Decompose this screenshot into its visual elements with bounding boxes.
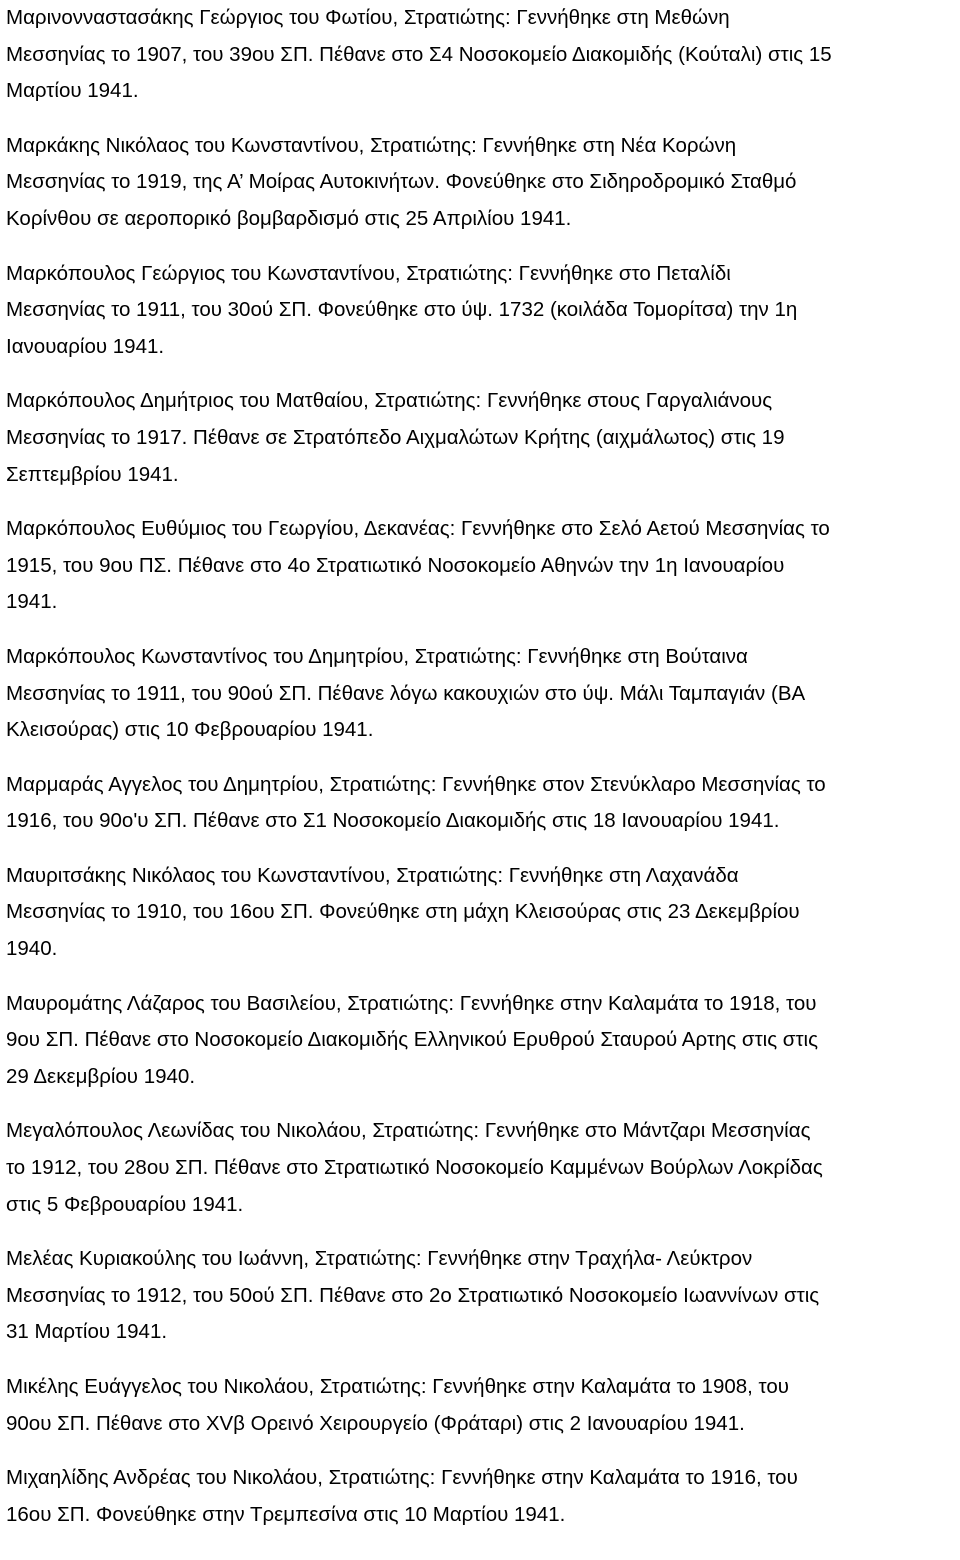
entry-megalopoulos <box>6 1113 956 1223</box>
entry-markopoulos-efthymios <box>6 511 956 621</box>
entry-line: Μαυριτσάκης Νικόλαος του Κωνσταντίνου, Στρατιώτης: Γεννήθηκε στη Λαχανάδα <box>6 863 739 887</box>
entry-line: 90ου ΣΠ. Πέθανε στο ΧVβ Ορεινό Χειρουργείο (Φράταρι) στις 2 Ιανουαρίου 1941. <box>6 1411 745 1435</box>
entry-line: το 1912, του 28ου ΣΠ. Πέθανε στο Στρατιωτικό Νοσοκομείο Καμμένων Βούρλων Λοκρίδας <box>6 1156 823 1180</box>
entry-line: Κλεισούρας) στις 10 Φεβρουαρίου 1941. <box>6 718 374 742</box>
entry-line: 1916, του 90ο'υ ΣΠ. Πέθανε στο Σ1 Νοσοκομείο Διακομιδής στις 18 Ιανουαρίου 1941. <box>6 809 780 833</box>
entry-line: Μικέλης Ευάγγελος του Νικολάου, Στρατιώτης: Γεννήθηκε στην Καλαμάτα το 1908, του <box>6 1375 789 1398</box>
entry-line: 1941. <box>6 590 58 614</box>
entry-markakis <box>6 128 956 238</box>
entry-line: Σεπτεμβρίου 1941. <box>6 462 179 486</box>
document-page <box>6 0 956 1551</box>
entry-line: Μεσσηνίας το 1907, του 39ου ΣΠ. Πέθανε στο Σ4 Νοσοκομείο Διακομιδής (Κούταλι) στις 15 <box>6 42 832 66</box>
entry-line: Μελέας Κυριακούλης του Ιωάννη, Στρατιώτης: Γεννήθηκε στην Τραχήλα- Λεύκτρον <box>6 1247 753 1271</box>
entry-marinonnastasakis <box>6 0 956 110</box>
entry-line: Μαρκόπουλος Δημήτριος του Ματθαίου, Στρατιώτης: Γεννήθηκε στους Γαργαλιάνους <box>6 389 773 413</box>
entry-markopoulos-georgios <box>6 256 956 366</box>
entry-mikelis <box>6 1369 956 1442</box>
entry-michailidis <box>6 1460 956 1533</box>
entry-line: 16ου ΣΠ. Φονεύθηκε στην Τρεμπεσίνα στις 10 Μαρτίου 1941. <box>6 1502 566 1526</box>
entry-line: Μαρκόπουλος Ευθύμιος του Γεωργίου, Δεκανέας: Γεννήθηκε στο Σελό Αετού Μεσσηνίας το <box>6 517 830 541</box>
entry-line: Μαρκόπουλος Κωνσταντίνος του Δημητρίου, Στρατιώτης: Γεννήθηκε στη Βούταινα <box>6 644 748 668</box>
entry-meleas <box>6 1241 956 1351</box>
entry-marmaras <box>6 767 956 840</box>
entry-line: Ιανουαρίου 1941. <box>6 334 165 358</box>
entry-line: Μιχαηλίδης Ανδρέας του Νικολάου, Στρατιώτης: Γεννήθηκε στην Καλαμάτα το 1916, του <box>6 1466 798 1490</box>
entry-markopoulos-dimitrios <box>6 383 956 493</box>
entry-line: Μαρινονναστασάκης Γεώργιος του Φωτίου, Στρατιώτης: Γεννήθηκε στη Μεθώνη <box>6 6 730 29</box>
entry-line: 31 Μαρτίου 1941. <box>6 1320 168 1344</box>
entry-line: 29 Δεκεμβρίου 1940. <box>6 1064 196 1088</box>
entry-line: 1915, του 9ου ΠΣ. Πέθανε στο 4ο Στρατιωτικό Νοσοκομείο Αθηνών την 1η Ιανουαρίου <box>6 553 785 577</box>
entry-line: Μεσσηνίας το 1911, του 30ού ΣΠ. Φονεύθηκε στο ύψ. 1732 (κοιλάδα Τομορίτσα) την 1η <box>6 298 798 322</box>
entry-line: 1940. <box>6 937 58 961</box>
entry-line: Μαρμαράς Αγγελος του Δημητρίου, Στρατιώτης: Γεννήθηκε στον Στενύκλαρο Μεσσηνίας το <box>6 772 826 796</box>
entry-line: Μαρκόπουλος Γεώργιος του Κωνσταντίνου, Στρατιώτης: Γεννήθηκε στο Πεταλίδι <box>6 261 731 285</box>
entry-line: Μεσσηνίας το 1911, του 90ού ΣΠ. Πέθανε λόγω κακουχιών στο ύψ. Μάλι Ταμπαγιάν (ΒΑ <box>6 681 806 705</box>
entry-line: Μεσσηνίας το 1912, του 50ού ΣΠ. Πέθανε στο 2ο Στρατιωτικό Νοσοκομείο Ιωαννίνων στις <box>6 1283 820 1307</box>
entry-line: Μεσσηνίας το 1917. Πέθανε σε Στρατόπεδο Αιχμαλώτων Κρήτης (αιχμάλωτος) στις 19 <box>6 425 785 449</box>
entry-line: Μαρκάκης Νικόλαος του Κωνσταντίνου, Στρατιώτης: Γεννήθηκε στη Νέα Κορώνη <box>6 133 737 157</box>
entry-line: στις 5 Φεβρουαρίου 1941. <box>6 1192 244 1216</box>
entry-line: Μαυρομάτης Λάζαρος του Βασιλείου, Στρατιώτης: Γεννήθηκε στην Καλαμάτα το 1918, του <box>6 991 817 1015</box>
entry-mavromatis <box>6 986 956 1096</box>
entry-line: Κορίνθου σε αεροπορικό βομβαρδισμό στις 25 Απριλίου 1941. <box>6 206 572 230</box>
entry-line: Μεσσηνίας το 1919, της Α’ Μοίρας Αυτοκινήτων. Φονεύθηκε στο Σιδηροδρομικό Σταθμό <box>6 170 797 194</box>
entry-line: 9ου ΣΠ. Πέθανε στο Νοσοκομείο Διακομιδής Ελληνικού Ερυθρού Σταυρού Αρτης στις στις <box>6 1028 818 1052</box>
entry-line: Μεσσηνίας το 1910, του 16ου ΣΠ. Φονεύθηκε στη μάχη Κλεισούρας στις 23 Δεκεμβρίου <box>6 900 800 924</box>
entry-markopoulos-konstantinos <box>6 639 956 749</box>
entry-line: Μαρτίου 1941. <box>6 79 139 103</box>
entry-mavritsakis <box>6 858 956 968</box>
entry-line: Μεγαλόπουλος Λεωνίδας του Νικολάου, Στρατιώτης: Γεννήθηκε στο Μάντζαρι Μεσσηνίας <box>6 1119 811 1143</box>
